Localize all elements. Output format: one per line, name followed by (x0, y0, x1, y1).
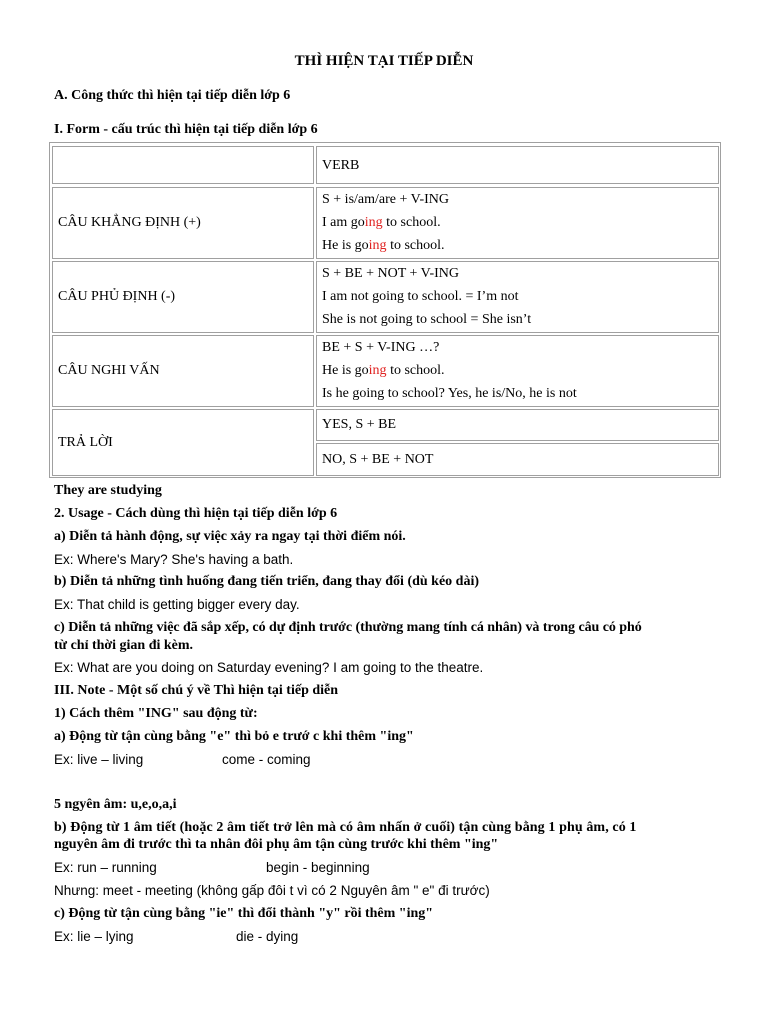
table-row-question-label-cell (52, 335, 314, 407)
usage-b-rule: b) Diễn tả những tình huống đang tiến triển, đang thay đổi (dù kéo dài) (54, 574, 480, 589)
usage-b-example: Ex: That child is getting bigger every day. (54, 597, 300, 612)
table-cell-line: Is he going to school? Yes, he is/No, he is not (322, 386, 577, 401)
table-row-negative-content-cell (316, 261, 719, 333)
section-i-heading: I. Form - cấu trúc thì hiện tại tiếp diễn lớp 6 (54, 122, 318, 137)
vowels-note: 5 ngyên âm: u,e,o,a,i (54, 797, 177, 812)
table-cell-line: S + BE + NOT + V-ING (322, 266, 459, 281)
table-row-label: CÂU PHỦ ĐỊNH (-) (58, 289, 176, 304)
table-cell-line: I am not going to school. = I’m not (322, 289, 519, 304)
table-cell-line: He is going to school. (322, 363, 445, 378)
table-answer-yes-cell (316, 409, 719, 441)
table-row-label: CÂU KHẲNG ĐỊNH (+) (58, 215, 201, 230)
table-cell-line: YES, S + BE (322, 417, 397, 432)
form-table (49, 142, 721, 478)
table-header-empty-cell (52, 146, 314, 184)
note-1b-rule-line2: nguyên âm đi trước thì ta nhân đôi phụ âm tận cùng trước khi thêm "ing" (54, 837, 499, 852)
page-title: THÌ HIỆN TẠI TIẾP DIỄN (294, 53, 474, 69)
note-1b-exception: Nhưng: meet - meeting (không gấp đôi t vì có 2 Nguyên âm " e" đi trước) (54, 883, 490, 898)
table-cell-line: NO, S + BE + NOT (322, 452, 434, 467)
section-a-heading: A. Công thức thì hiện tại tiếp diễn lớp 6 (54, 88, 291, 103)
note-1-heading: 1) Cách thêm "ING" sau động từ: (54, 706, 258, 721)
table-row-affirmative-label-cell (52, 187, 314, 259)
note-1b-example: Ex: run – running begin - beginning (54, 860, 370, 875)
highlight-ing: ing (368, 363, 387, 378)
note-heading: III. Note - Một số chú ý về Thì hiện tại tiếp diễn (54, 683, 339, 698)
usage-c-rule-line2: từ chỉ thời gian đi kèm. (54, 638, 194, 653)
usage-heading: 2. Usage - Cách dùng thì hiện tại tiếp diễn lớp 6 (54, 506, 338, 521)
table-header-verb: VERB (322, 158, 360, 173)
note-1c-example: Ex: lie – lying die - dying (54, 929, 299, 944)
table-row-question-content-cell (316, 335, 719, 407)
they-are-studying-text: They are studying (54, 483, 162, 498)
table-row-label: TRẢ LỜI (58, 434, 113, 450)
table-row-negative-label-cell (52, 261, 314, 333)
usage-c-rule-line1: c) Diễn tả những việc đã sắp xếp, có dự định trước (thường mang tính cá nhân) và trong câu có phó (54, 620, 642, 635)
highlight-ing: ing (364, 215, 383, 230)
table-row-affirmative-content-cell (316, 187, 719, 259)
table-cell-line: BE + S + V-ING …? (322, 340, 440, 355)
usage-a-rule: a) Diễn tả hành động, sự việc xảy ra ngay tại thời điểm nói. (54, 529, 406, 544)
usage-c-example: Ex: What are you doing on Saturday evening? I am going to the theatre. (54, 660, 484, 675)
table-row-label: CÂU NGHI VẤN (58, 363, 160, 378)
table-cell-line: She is not going to school = She isn’t (322, 312, 532, 327)
table-cell-line: He is going to school. (322, 238, 445, 253)
table-answer-no-cell (316, 443, 719, 476)
note-1a-rule: a) Động từ tận cùng bằng "e" thì bỏ e trướ c khi thêm "ing" (54, 729, 414, 744)
table-cell-line: S + is/am/are + V-ING (322, 192, 450, 207)
note-1c-rule: c) Động từ tận cùng bằng "ie" thì đổi thành "y" rồi thêm "ing" (54, 906, 434, 921)
table-cell-line: I am going to school. (322, 215, 441, 230)
table-header-verb-cell (316, 146, 719, 184)
usage-a-example: Ex: Where's Mary? She's having a bath. (54, 552, 294, 567)
highlight-ing: ing (368, 238, 387, 253)
note-1a-example: Ex: live – living come - coming (54, 752, 311, 767)
table-row-answer-label-cell (52, 409, 314, 476)
note-1b-rule-line1: b) Động từ 1 âm tiết (hoặc 2 âm tiết trở lên mà có âm nhấn ở cuối) tận cùng bằng 1 phụ âm, có 1 (54, 820, 637, 835)
